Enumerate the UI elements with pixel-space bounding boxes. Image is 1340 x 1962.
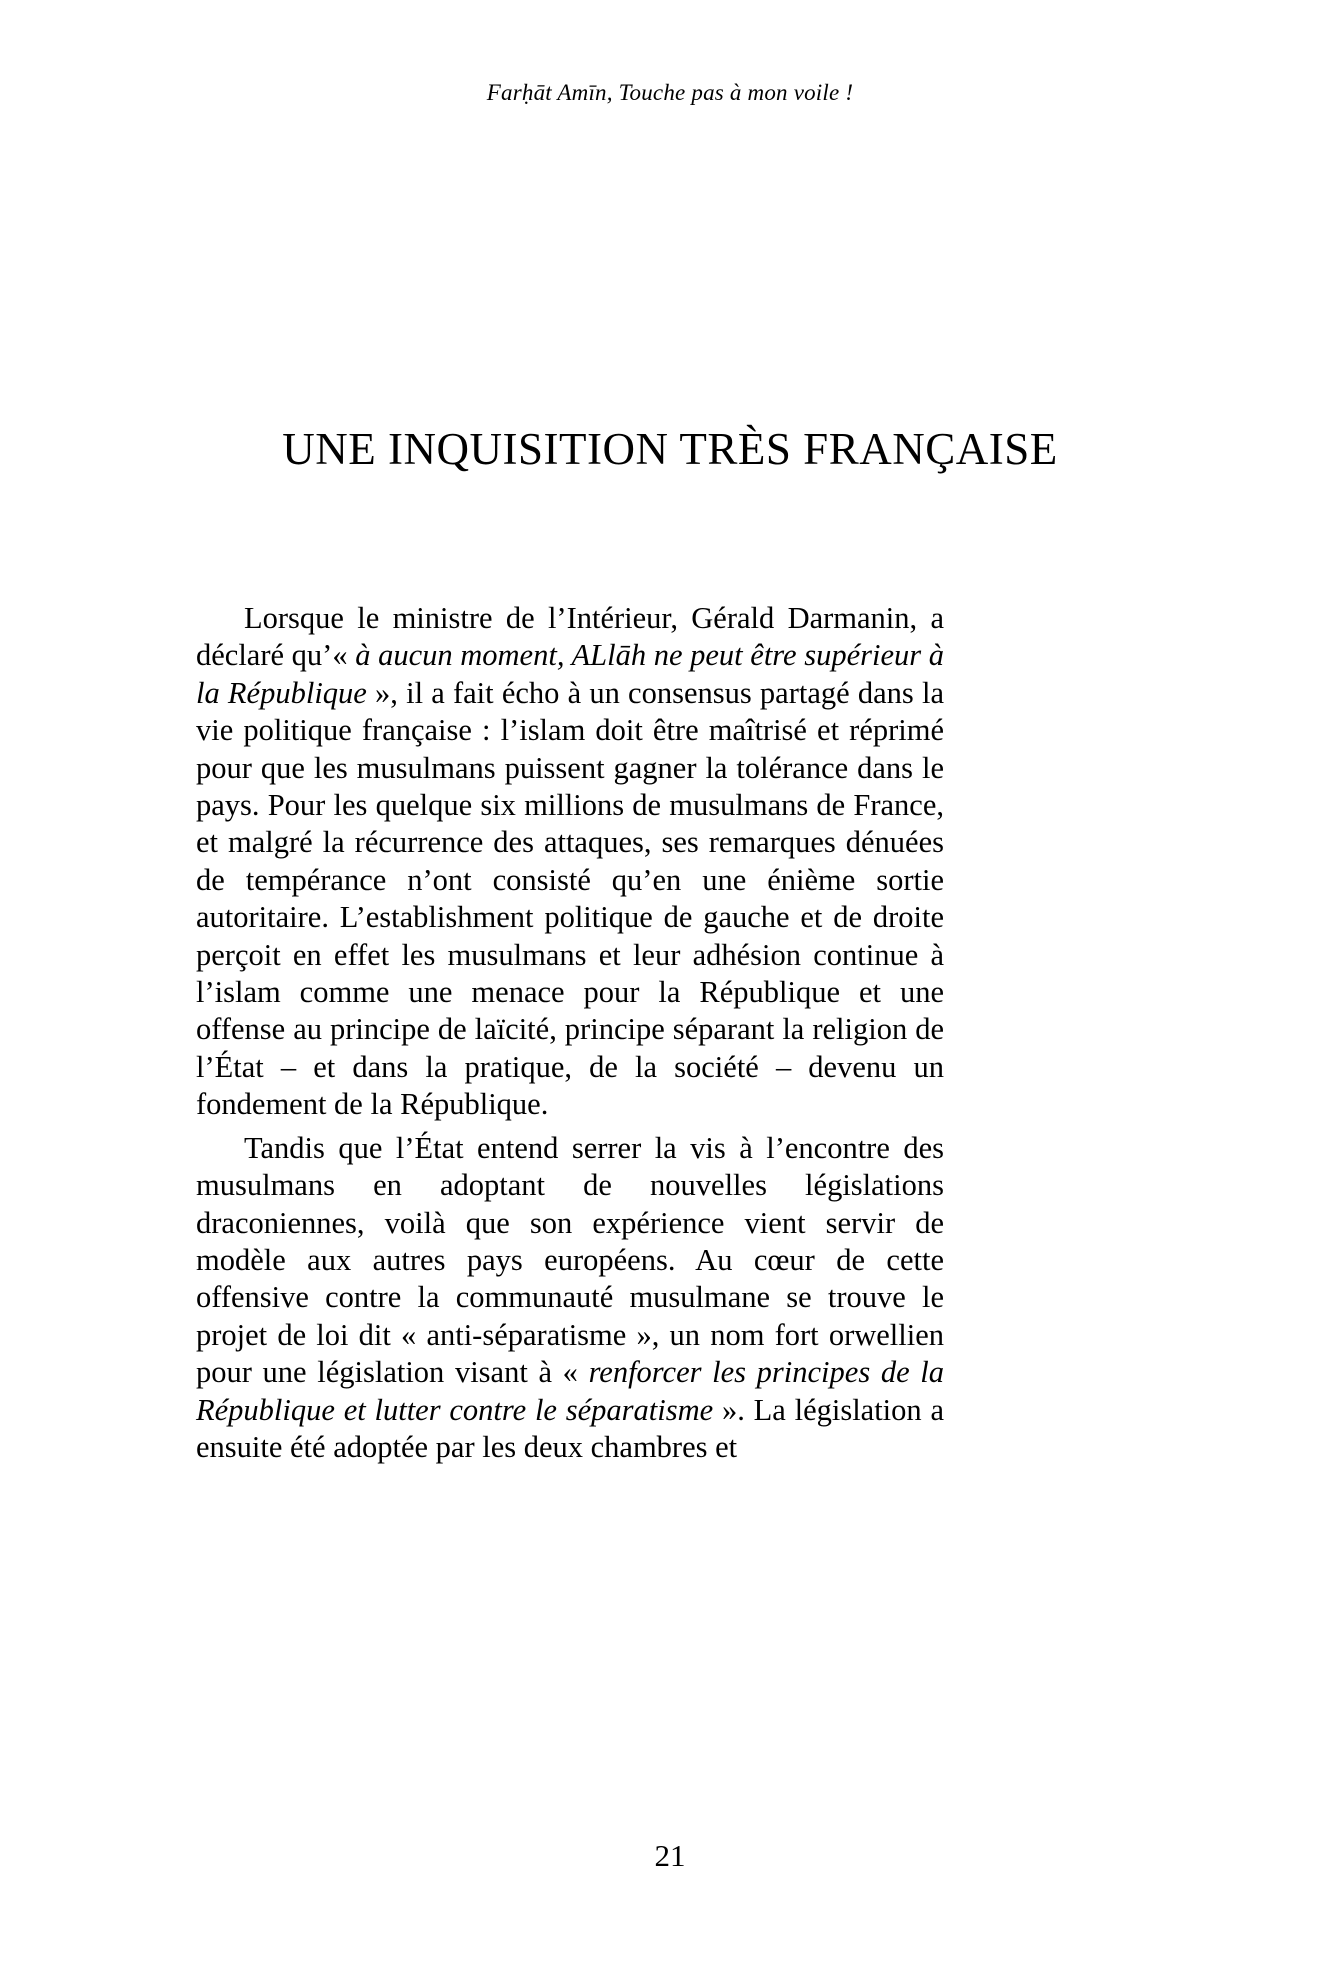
paragraph-1 (196, 600, 944, 1124)
page-title: UNE INQUISITION TRÈS FRANÇAISE (282, 424, 1058, 475)
text-run-roman: », il a fait écho à un consensus partagé dans la vie politique française : l’islam doit être maîtrisé et réprimé pour que les musulmans puissent gagner la tolérance dans le pays. Pour les quelque six millions de musulmans de France, et malgré la récurrence des attaques, ses remarques dénuées de tempérance n’ont consisté qu’en une énième sortie autoritaire. L’establishment politique de gauche et de droite perçoit en effet les musulmans et leur adhésion continue à l’islam comme une menace pour la République et une offense au principe de laïcité, principe séparant la religion de l’État – et dans la pratique, de la société – devenu un fondement de la République. (196, 675, 944, 1122)
text-run-italic: à aucun moment, ALlāh ne peut être supérieur à la République (196, 638, 944, 710)
text-run-roman: Lorsque le ministre de l’Intérieur, Gérald Darmanin, a déclaré qu’« (196, 601, 944, 673)
text-run-roman: Tandis que l’État entend serrer la vis à l’encontre des musulmans en adoptant de nouvelles législations draconiennes, voilà que son expérience vient servir de modèle aux autres pays européens. Au cœur de cette offensive contre la communauté musulmane se trouve le projet de loi dit « anti-séparatisme », un nom fort orwellien pour une législation visant à « (196, 1130, 944, 1390)
page-number: 21 (654, 1838, 686, 1873)
running-head: Farḥāt Amīn, Touche pas à mon voile ! (486, 80, 854, 105)
paragraph-2 (196, 1130, 944, 1467)
body-text (196, 600, 944, 1472)
text-run-roman: ». La législation a ensuite été adoptée par les deux chambres et (196, 1392, 944, 1464)
text-run-italic: renforcer les principes de la République et lutter contre le séparatisme (196, 1355, 944, 1427)
